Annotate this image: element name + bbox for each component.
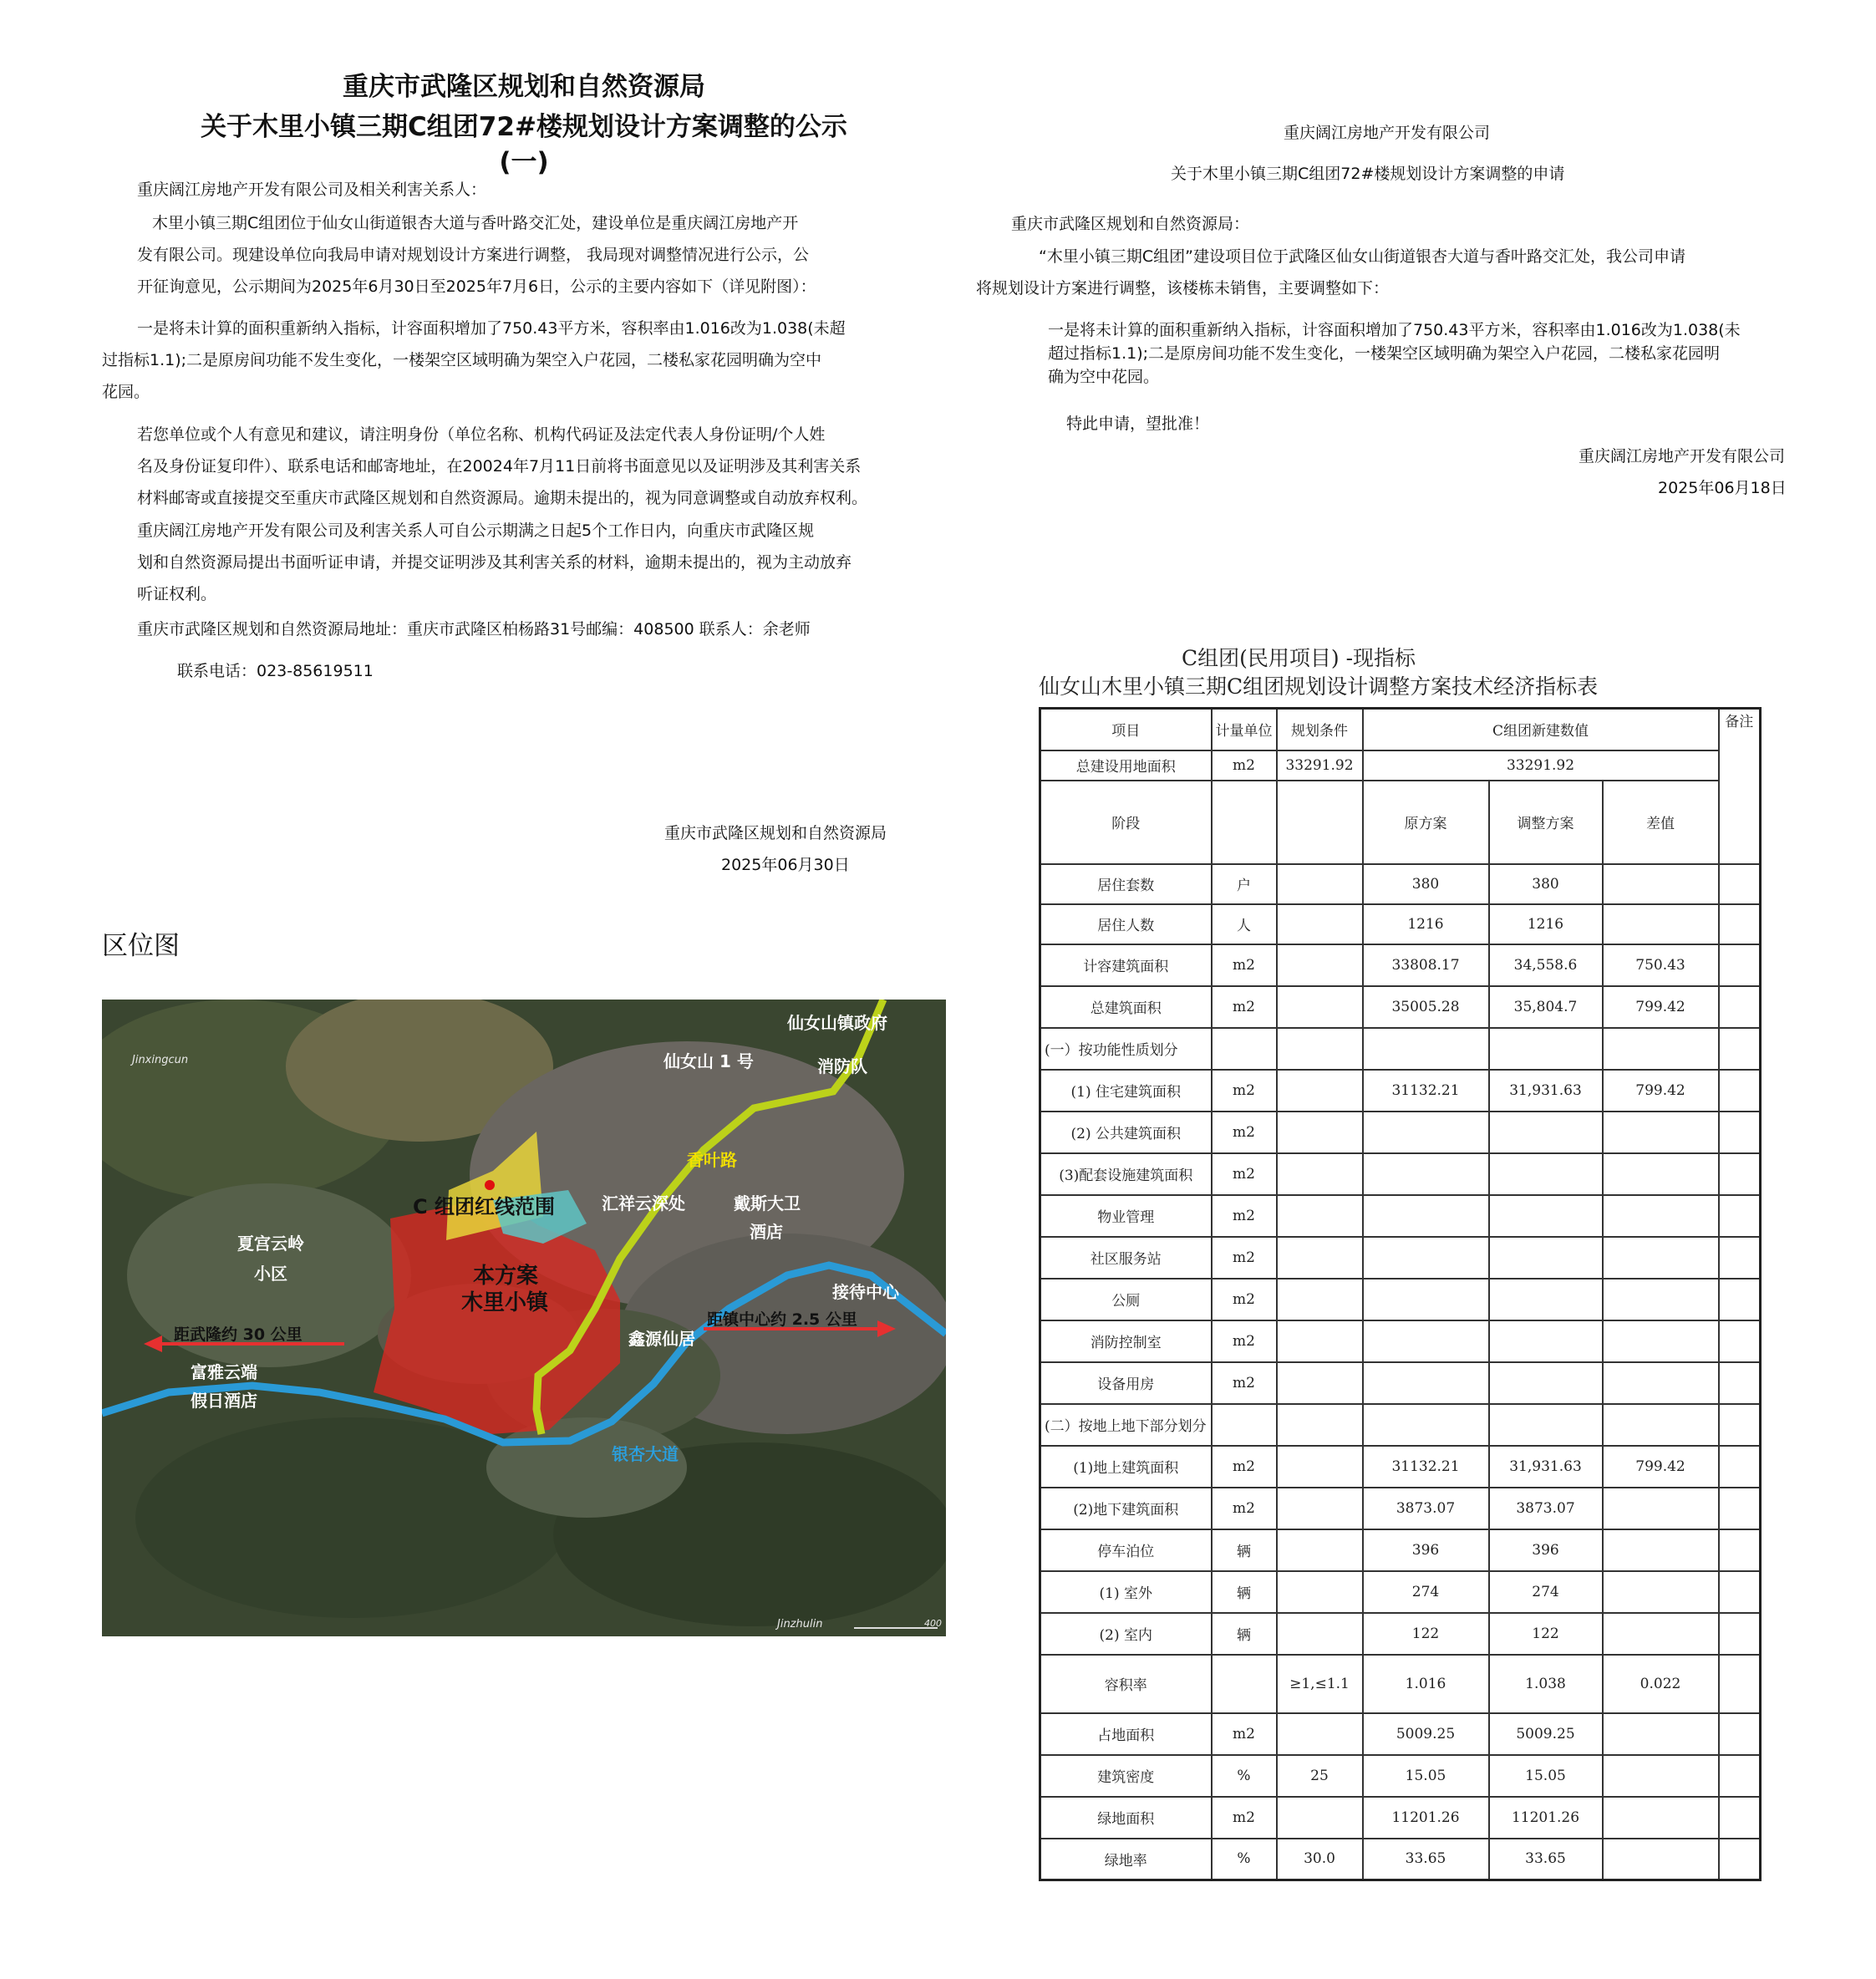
cell-item: (一）按功能性质划分 (1040, 1028, 1212, 1070)
label-fuya-line2: 假日酒店 (191, 1391, 257, 1411)
header-remark: 备注 (1719, 709, 1761, 864)
cell-remark (1719, 1320, 1761, 1362)
cell-adjusted: 1216 (1489, 904, 1603, 944)
label-huixiang: 汇祥云深处 (602, 1193, 685, 1213)
cell-original: 396 (1363, 1529, 1489, 1571)
cell-unit: m2 (1212, 944, 1277, 986)
cell-plan-condition: ≥1,≤1.1 (1277, 1655, 1363, 1713)
label-muli-town: 木里小镇 (461, 1290, 549, 1315)
cell-original: 274 (1363, 1571, 1489, 1613)
cell-adjusted: 3873.07 (1489, 1488, 1603, 1529)
indicator-table (1039, 707, 1762, 1881)
cell-original: 1.016 (1363, 1655, 1489, 1713)
cell-adjusted: 34,558.6 (1489, 944, 1603, 986)
cell-remark (1719, 904, 1761, 944)
notice-title-line2: 关于木里小镇三期C组团72#楼规划设计方案调整的公示 (201, 112, 847, 142)
cell-difference (1603, 1195, 1719, 1237)
cell-unit: 辆 (1212, 1613, 1277, 1655)
label-days-hotel-line2: 酒店 (750, 1222, 783, 1242)
cell-item: (3)配套设施建筑面积 (1040, 1153, 1212, 1195)
cell-plan-condition (1277, 1613, 1363, 1655)
table-caption-line2: 仙女山木里小镇三期C组团规划设计调整方案技术经济指标表 (1039, 674, 1599, 699)
cell-empty (1212, 781, 1277, 864)
cell-plan-condition (1277, 1571, 1363, 1613)
notice-phone: 联系电话：023-85619511 (177, 662, 374, 680)
notice-p2-line2: 过指标1.1);二是原房间功能不发生变化，一楼架空区域明确为架空入户花园，二楼私家花园明确为空中 (102, 351, 822, 369)
label-reception-center: 接待中心 (832, 1282, 899, 1302)
cell-remark (1719, 1488, 1761, 1529)
cell-unit: m2 (1212, 1070, 1277, 1112)
cell-original: 3873.07 (1363, 1488, 1489, 1529)
cell-item: (2) 室内 (1040, 1613, 1212, 1655)
notice-p1-line1: 木里小镇三期C组团位于仙女山街道银杏大道与香叶路交汇处，建设单位是重庆阔江房地产开 (152, 214, 799, 232)
cell-remark (1719, 986, 1761, 1028)
cell-original (1363, 1237, 1489, 1279)
cell-plan-condition (1277, 1320, 1363, 1362)
cell-remark (1719, 1237, 1761, 1279)
cell-unit: 辆 (1212, 1529, 1277, 1571)
cell-adjusted (1489, 1028, 1603, 1070)
cell-original: 1216 (1363, 904, 1489, 944)
notice-p4-line2: 划和自然资源局提出书面听证申请，并提交证明涉及其利害关系的材料，逾期未提出的，视为主动放弃 (137, 553, 852, 572)
table-row-land-area (1040, 750, 1761, 781)
cell-adjusted: 33.65 (1489, 1839, 1603, 1880)
table-row (1040, 1195, 1761, 1237)
cell-remark (1719, 1797, 1761, 1839)
application-salutation: 重庆市武隆区规划和自然资源局： (1011, 215, 1250, 233)
cell-adjusted: 122 (1489, 1613, 1603, 1655)
cell-plan-condition (1277, 1195, 1363, 1237)
cell-unit: m2 (1212, 1320, 1277, 1362)
header-difference: 差值 (1603, 781, 1719, 864)
cell-original: 380 (1363, 864, 1489, 904)
notice-p3-line1: 若您单位或个人有意见和建议，请注明身份（单位名称、机构代码证及法定代表人身份证明/个人姓 (137, 425, 826, 444)
cell-plan-condition: 33291.92 (1277, 750, 1363, 781)
cell-remark (1719, 1279, 1761, 1320)
cell-land-value: 33291.92 (1363, 750, 1719, 781)
table-caption-line1: C组团(民用项目) -现指标 (1182, 646, 1416, 670)
cell-plan-condition (1277, 1153, 1363, 1195)
cell-plan-condition (1277, 1404, 1363, 1446)
application-p2-line1: 一是将未计算的面积重新纳入指标，计容面积增加了750.43平方米，容积率由1.016改为1.038(未 (1048, 321, 1741, 339)
cell-plan-condition: 25 (1277, 1755, 1363, 1797)
cell-original: 15.05 (1363, 1755, 1489, 1797)
cell-plan-condition (1277, 1529, 1363, 1571)
cell-item: 停车泊位 (1040, 1529, 1212, 1571)
cell-difference (1603, 1279, 1719, 1320)
cell-item: (2)地下建筑面积 (1040, 1488, 1212, 1529)
notice-p3-line3: 材料邮寄或直接提交至重庆市武隆区规划和自然资源局。逾期未提出的，视为同意调整或自动放弃权利。 (137, 489, 868, 507)
cell-remark (1719, 1713, 1761, 1755)
label-to-wulong: 距武隆约 30 公里 (174, 1325, 302, 1344)
label-xiagong-line2: 小区 (254, 1264, 287, 1284)
cell-adjusted (1489, 1404, 1603, 1446)
cell-difference (1603, 904, 1719, 944)
cell-difference (1603, 1755, 1719, 1797)
cell-plan-condition (1277, 1446, 1363, 1488)
header-unit: 计量单位 (1212, 709, 1277, 750)
cell-item: 绿地面积 (1040, 1797, 1212, 1839)
label-jinxingcun: Jinxingcun (132, 1054, 189, 1066)
cell-remark (1719, 1028, 1761, 1070)
table-row (1040, 1446, 1761, 1488)
cell-item: 物业管理 (1040, 1195, 1212, 1237)
cell-plan-condition (1277, 864, 1363, 904)
cell-remark (1719, 1070, 1761, 1112)
cell-item: 总建设用地面积 (1040, 750, 1212, 781)
label-xiagong-line1: 夏宫云岭 (237, 1234, 304, 1254)
cell-difference (1603, 1028, 1719, 1070)
table-row (1040, 864, 1761, 904)
cell-difference (1603, 1320, 1719, 1362)
cell-item: 居住套数 (1040, 864, 1212, 904)
cell-adjusted: 35,804.7 (1489, 986, 1603, 1028)
table-row (1040, 1404, 1761, 1446)
cell-item: (1) 室外 (1040, 1571, 1212, 1613)
table-row (1040, 1362, 1761, 1404)
cell-remark (1719, 1755, 1761, 1797)
cell-unit: m2 (1212, 1797, 1277, 1839)
header-new-values: C组团新建数值 (1363, 709, 1719, 750)
cell-difference: 799.42 (1603, 986, 1719, 1028)
cell-unit: m2 (1212, 1153, 1277, 1195)
cell-unit: m2 (1212, 1112, 1277, 1153)
notice-p3-line2: 名及身份证复印件）、联系电话和邮寄地址，在20024年7月11日前将书面意见以及证明涉及其利害关系 (137, 457, 862, 476)
location-map-heading: 区位图 (102, 931, 180, 961)
cell-adjusted (1489, 1362, 1603, 1404)
cell-unit: % (1212, 1839, 1277, 1880)
cell-item: 绿地率 (1040, 1839, 1212, 1880)
cell-adjusted (1489, 1279, 1603, 1320)
cell-item: 占地面积 (1040, 1713, 1212, 1755)
label-fuya-line1: 富雅云端 (191, 1362, 257, 1382)
cell-original (1363, 1320, 1489, 1362)
cell-unit: m2 (1212, 986, 1277, 1028)
cell-item: (二）按地上地下部分划分 (1040, 1404, 1212, 1446)
notice-p4-line1: 重庆阔江房地产开发有限公司及利害关系人可自公示期满之日起5个工作日内，向重庆市武隆区规 (137, 521, 815, 540)
table-row (1040, 986, 1761, 1028)
table-row (1040, 904, 1761, 944)
cell-unit: % (1212, 1755, 1277, 1797)
table-stage-row (1040, 781, 1761, 864)
label-xiannushan-1: 仙女山 1 号 (663, 1051, 754, 1071)
cell-original (1363, 1028, 1489, 1070)
table-row (1040, 1112, 1761, 1153)
table-header-row (1040, 709, 1761, 750)
application-p2-line3: 确为空中花园。 (1048, 368, 1160, 386)
cell-unit: m2 (1212, 1279, 1277, 1320)
cell-difference (1603, 1713, 1719, 1755)
cell-difference (1603, 1839, 1719, 1880)
table-row (1040, 1655, 1761, 1713)
cell-adjusted: 5009.25 (1489, 1713, 1603, 1755)
cell-difference (1603, 1488, 1719, 1529)
notice-p1-line2: 发有限公司。现建设单位向我局申请对规划设计方案进行调整， 我局现对调整情况进行公示，公 (137, 246, 810, 264)
cell-remark (1719, 944, 1761, 986)
cell-item: (2) 公共建筑面积 (1040, 1112, 1212, 1153)
cell-remark (1719, 1112, 1761, 1153)
cell-item: 容积率 (1040, 1655, 1212, 1713)
cell-plan-condition (1277, 1070, 1363, 1112)
cell-difference: 0.022 (1603, 1655, 1719, 1713)
notice-p4-line3: 听证权利。 (137, 585, 217, 603)
cell-original (1363, 1404, 1489, 1446)
cell-difference (1603, 1797, 1719, 1839)
cell-unit: 户 (1212, 864, 1277, 904)
header-plan-conditions: 规划条件 (1277, 709, 1363, 750)
location-map (102, 1000, 946, 1636)
cell-plan-condition (1277, 1112, 1363, 1153)
notice-signature-org: 重庆市武隆区规划和自然资源局 (664, 824, 887, 842)
table-row (1040, 1028, 1761, 1070)
cell-adjusted (1489, 1237, 1603, 1279)
notice-p2-line3: 花园。 (102, 383, 150, 401)
cell-adjusted: 1.038 (1489, 1655, 1603, 1713)
cell-original: 31132.21 (1363, 1070, 1489, 1112)
table-row (1040, 1320, 1761, 1362)
cell-original: 11201.26 (1363, 1797, 1489, 1839)
table-row (1040, 944, 1761, 986)
header-original-plan: 原方案 (1363, 781, 1489, 864)
cell-difference: 750.43 (1603, 944, 1719, 986)
cell-remark (1719, 864, 1761, 904)
cell-original: 122 (1363, 1613, 1489, 1655)
label-days-hotel-line1: 戴斯大卫 (734, 1193, 801, 1213)
application-signature-date: 2025年06月18日 (1658, 479, 1787, 497)
cell-item: (1)地上建筑面积 (1040, 1446, 1212, 1488)
header-stage: 阶段 (1040, 781, 1212, 864)
cell-difference (1603, 1404, 1719, 1446)
notice-p1-line3: 开征询意见，公示期间为2025年6月30日至2025年7月6日，公示的主要内容如下（详见附图）： (137, 277, 816, 296)
cell-original: 33.65 (1363, 1839, 1489, 1880)
application-p2-line2: 超过指标1.1);二是原房间功能不发生变化，一楼架空区域明确为架空入户花园，二楼私家花园明 (1048, 344, 1721, 363)
cell-adjusted: 396 (1489, 1529, 1603, 1571)
cell-adjusted: 31,931.63 (1489, 1446, 1603, 1488)
cell-adjusted: 31,931.63 (1489, 1070, 1603, 1112)
cell-difference (1603, 1613, 1719, 1655)
cell-item: 建筑密度 (1040, 1755, 1212, 1797)
cell-item: 公厕 (1040, 1279, 1212, 1320)
label-xinyuan: 鑫源仙居 (628, 1329, 695, 1349)
cell-unit: m2 (1212, 1195, 1277, 1237)
cell-adjusted (1489, 1153, 1603, 1195)
cell-unit (1212, 1028, 1277, 1070)
application-signature-org: 重庆阔江房地产开发有限公司 (1579, 447, 1786, 465)
cell-unit: m2 (1212, 1362, 1277, 1404)
cell-adjusted: 15.05 (1489, 1755, 1603, 1797)
cell-plan-condition (1277, 986, 1363, 1028)
cell-item: 计容建筑面积 (1040, 944, 1212, 986)
application-p1-line1: “木里小镇三期C组团”建设项目位于武隆区仙女山街道银杏大道与香叶路交汇处，我公司申请 (1039, 247, 1685, 266)
cell-item: 社区服务站 (1040, 1237, 1212, 1279)
cell-remark (1719, 1571, 1761, 1613)
cell-original (1363, 1153, 1489, 1195)
cell-adjusted (1489, 1112, 1603, 1153)
cell-unit: m2 (1212, 1488, 1277, 1529)
cell-original: 5009.25 (1363, 1713, 1489, 1755)
notice-salutation: 重庆阔江房地产开发有限公司及相关利害关系人： (137, 181, 487, 199)
table-row (1040, 1488, 1761, 1529)
notice-address: 重庆市武隆区规划和自然资源局地址：重庆市武隆区柏杨路31号邮编：408500 联系人：余老师 (137, 620, 811, 638)
notice-title-line1: 重庆市武隆区规划和自然资源局 (343, 72, 705, 102)
cell-item: 总建筑面积 (1040, 986, 1212, 1028)
cell-unit (1212, 1404, 1277, 1446)
cell-adjusted: 274 (1489, 1571, 1603, 1613)
cell-original: 35005.28 (1363, 986, 1489, 1028)
cell-adjusted: 11201.26 (1489, 1797, 1603, 1839)
cell-difference (1603, 864, 1719, 904)
cell-adjusted (1489, 1320, 1603, 1362)
cell-difference (1603, 1153, 1719, 1195)
cell-item: 消防控制室 (1040, 1320, 1212, 1362)
label-this-plan: 本方案 (473, 1264, 539, 1289)
cell-remark (1719, 1195, 1761, 1237)
cell-difference (1603, 1237, 1719, 1279)
cell-item: 设备用房 (1040, 1362, 1212, 1404)
cell-unit: m2 (1212, 1713, 1277, 1755)
cell-remark (1719, 1404, 1761, 1446)
label-scale: 400 (924, 1618, 942, 1629)
cell-adjusted: 380 (1489, 864, 1603, 904)
table-row (1040, 1713, 1761, 1755)
cell-unit: 人 (1212, 904, 1277, 944)
cell-plan-condition (1277, 1797, 1363, 1839)
table-row (1040, 1153, 1761, 1195)
cell-remark (1719, 1362, 1761, 1404)
application-title: 关于木里小镇三期C组团72#楼规划设计方案调整的申请 (1171, 165, 1565, 183)
cell-plan-condition (1277, 1488, 1363, 1529)
label-fire-station: 消防队 (817, 1056, 867, 1076)
application-company-header: 重庆阔江房地产开发有限公司 (1284, 124, 1491, 142)
cell-unit: m2 (1212, 1446, 1277, 1488)
table-row (1040, 1529, 1761, 1571)
cell-difference (1603, 1529, 1719, 1571)
cell-unit (1212, 1655, 1277, 1713)
notice-title-line3: (一) (499, 147, 549, 177)
cell-plan-condition (1277, 1028, 1363, 1070)
label-yinxing-avenue: 银杏大道 (612, 1444, 679, 1464)
cell-unit: 辆 (1212, 1571, 1277, 1613)
label-jinzhulin: Jinzhulin (777, 1618, 823, 1631)
cell-item: (1) 住宅建筑面积 (1040, 1070, 1212, 1112)
cell-original (1363, 1195, 1489, 1237)
table-row (1040, 1237, 1761, 1279)
cell-item: 居住人数 (1040, 904, 1212, 944)
cell-plan-condition (1277, 1362, 1363, 1404)
table-row (1040, 1070, 1761, 1112)
header-item: 项目 (1040, 709, 1212, 750)
table-row (1040, 1613, 1761, 1655)
cell-original: 31132.21 (1363, 1446, 1489, 1488)
cell-unit: m2 (1212, 1237, 1277, 1279)
cell-remark (1719, 1839, 1761, 1880)
cell-plan-condition (1277, 1237, 1363, 1279)
table-row (1040, 1755, 1761, 1797)
cell-original (1363, 1279, 1489, 1320)
cell-difference (1603, 1112, 1719, 1153)
table-row (1040, 1279, 1761, 1320)
notice-signature-date: 2025年06月30日 (721, 856, 850, 874)
cell-remark (1719, 1529, 1761, 1571)
table-row (1040, 1797, 1761, 1839)
cell-remark (1719, 1613, 1761, 1655)
label-town-government: 仙女山镇政府 (787, 1013, 887, 1033)
cell-remark (1719, 1446, 1761, 1488)
cell-difference: 799.42 (1603, 1446, 1719, 1488)
cell-unit: m2 (1212, 750, 1277, 781)
notice-p2-line1: 一是将未计算的面积重新纳入指标，计容面积增加了750.43平方米，容积率由1.016改为1.038(未超 (137, 319, 846, 338)
cell-plan-condition (1277, 1279, 1363, 1320)
cell-difference (1603, 1571, 1719, 1613)
table-row (1040, 1839, 1761, 1880)
table-row (1040, 1571, 1761, 1613)
label-c-cluster-red-line: C 组团红线范围 (413, 1195, 555, 1218)
cell-plan-condition (1277, 944, 1363, 986)
cell-plan-condition: 30.0 (1277, 1839, 1363, 1880)
cell-plan-condition (1277, 904, 1363, 944)
cell-original (1363, 1112, 1489, 1153)
application-p1-line2: 将规划设计方案进行调整，该楼栋未销售，主要调整如下： (976, 279, 1390, 298)
cell-empty (1277, 781, 1363, 864)
cell-remark (1719, 1153, 1761, 1195)
header-adjusted-plan: 调整方案 (1489, 781, 1603, 864)
cell-difference (1603, 1362, 1719, 1404)
label-xiangye-road: 香叶路 (687, 1150, 737, 1170)
label-to-town-center: 距镇中心约 2.5 公里 (707, 1310, 857, 1329)
cell-adjusted (1489, 1195, 1603, 1237)
cell-remark (1719, 1655, 1761, 1713)
application-closing: 特此申请，望批准！ (1066, 415, 1210, 433)
cell-plan-condition (1277, 1713, 1363, 1755)
cell-original: 33808.17 (1363, 944, 1489, 986)
cell-difference: 799.42 (1603, 1070, 1719, 1112)
cell-original (1363, 1362, 1489, 1404)
